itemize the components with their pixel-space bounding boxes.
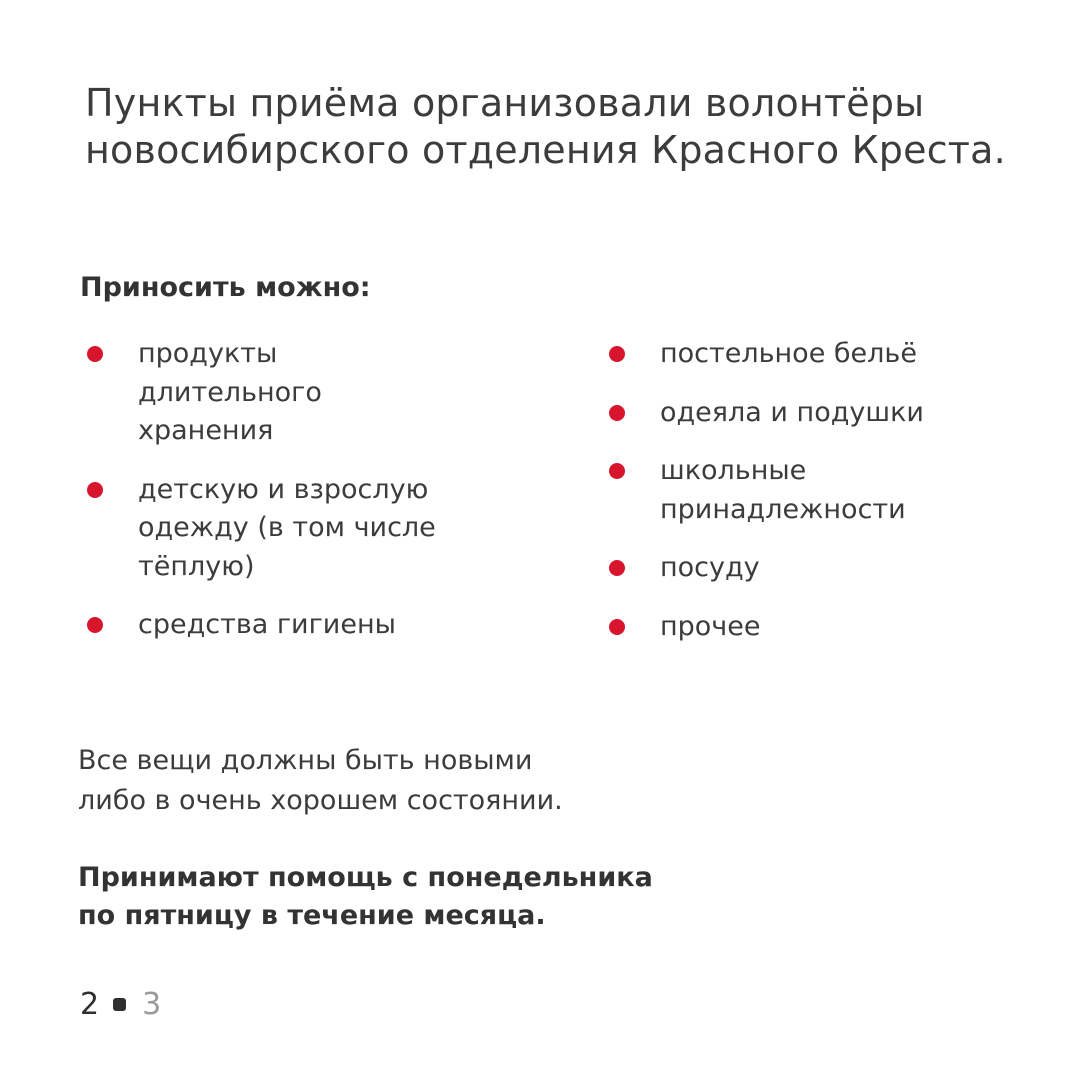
list-item	[80, 335, 500, 451]
list-item-line: продукты	[138, 338, 278, 369]
list-item-line: прочее	[660, 610, 761, 642]
condition-note-line: Все вещи должны быть новыми	[78, 745, 533, 776]
bullet-icon	[609, 405, 625, 421]
headline-line: новосибирского отделения Красного Креста.	[85, 128, 1006, 172]
list-item	[80, 606, 500, 645]
bullet-icon	[87, 346, 103, 362]
schedule-note-line: Принимают помощь с понедельника	[78, 862, 653, 893]
list-item-line: посуду	[660, 552, 760, 583]
bullet-icon	[87, 482, 103, 498]
schedule-note-line: по пятницу в течение месяца.	[78, 900, 546, 931]
list-item-line: тёплую)	[138, 550, 255, 582]
items-list-right	[602, 335, 1022, 666]
list-item-line: постельное бельё	[660, 338, 917, 369]
list-item-line: длительного	[138, 376, 322, 408]
list-item-line: детскую и взрослую	[138, 473, 429, 505]
bullet-icon	[609, 346, 625, 362]
slide-pager	[80, 984, 161, 1024]
list-item	[602, 394, 1022, 433]
list-item	[602, 608, 1022, 647]
bullet-icon	[609, 560, 625, 576]
list-item	[602, 549, 1022, 588]
list-item-line: одежду (в том числе	[138, 512, 436, 543]
condition-note-line: либо в очень хорошем состоянии.	[78, 785, 563, 816]
bullet-icon	[87, 617, 103, 633]
items-list-left	[80, 335, 500, 665]
bullet-icon	[609, 619, 625, 635]
pager-separator-icon	[113, 998, 126, 1011]
list-item-line: принадлежности	[660, 493, 906, 525]
headline-line: Пункты приёма организовали волонтёры	[85, 81, 925, 125]
list-item	[602, 335, 1022, 374]
list-item-line: школьные	[660, 455, 807, 486]
list-item	[602, 452, 1022, 529]
list-item-line: одеяла и подушки	[660, 396, 924, 428]
list-item	[80, 471, 500, 587]
schedule-note	[78, 859, 653, 935]
next-page-number[interactable]: 3	[142, 986, 162, 1022]
list-item-line: хранения	[138, 415, 274, 446]
headline	[85, 80, 1045, 174]
list-item-line: средства гигиены	[138, 609, 396, 640]
current-page-number: 2	[80, 986, 100, 1022]
section-title: Приносить можно:	[80, 272, 371, 303]
condition-note	[78, 741, 563, 821]
bullet-icon	[609, 463, 625, 479]
